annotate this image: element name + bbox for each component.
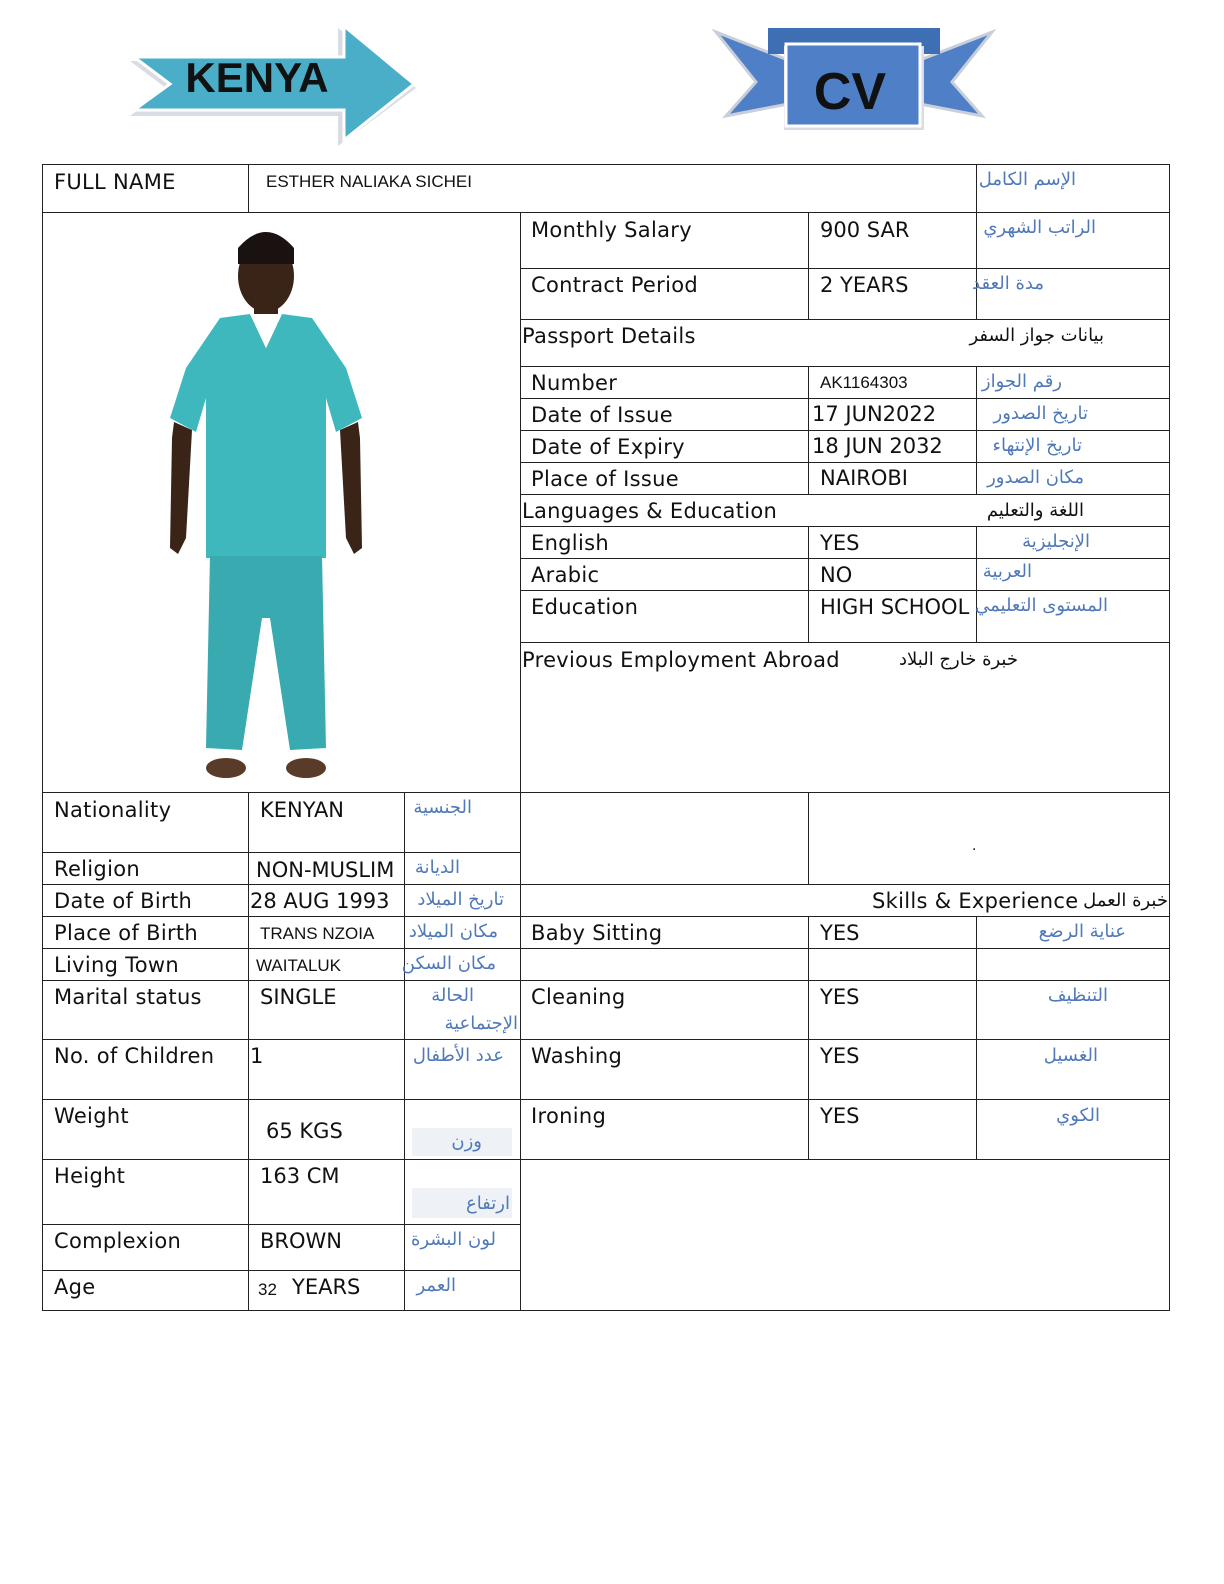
age-label: Age	[54, 1275, 96, 1299]
country-title: KENYA	[185, 54, 329, 101]
religion-arabic: الديانة	[414, 857, 460, 878]
salary-value: 900 SAR	[820, 218, 910, 242]
height-arabic: ارتفاع	[465, 1193, 510, 1214]
place-of-issue-label: Place of Issue	[531, 467, 679, 491]
english-label: English	[531, 531, 609, 555]
candidate-photo	[150, 218, 382, 786]
ironing-value: YES	[820, 1104, 860, 1128]
washing-value: YES	[820, 1044, 860, 1068]
nationality-arabic: الجنسية	[413, 797, 472, 818]
education-label: Education	[531, 595, 639, 619]
passport-number-value: AK1164303	[820, 373, 908, 392]
languages-section-title: Languages & Education	[522, 499, 778, 523]
cleaning-value: YES	[820, 985, 860, 1009]
education-arabic: المستوى التعليمي	[975, 595, 1108, 616]
contract-arabic: مدة العقد	[972, 273, 1044, 294]
salary-arabic: الراتب الشهري	[983, 217, 1096, 238]
age-number: 32	[258, 1280, 277, 1299]
previous-employment-title: Previous Employment Abroad	[522, 648, 840, 672]
contract-value: 2 YEARS	[820, 273, 909, 297]
height-label: Height	[54, 1164, 126, 1188]
height-value: 163 CM	[260, 1164, 340, 1188]
weight-label: Weight	[54, 1104, 129, 1128]
religion-label: Religion	[54, 857, 140, 881]
complexion-arabic: لون البشرة	[410, 1229, 496, 1250]
stray-dot: .	[972, 838, 977, 854]
dob-arabic: تاريخ الميلاد	[417, 889, 504, 910]
weight-arabic-box	[412, 1128, 512, 1156]
issue-date-value: 17 JUN2022	[812, 402, 937, 426]
weight-value: 65 KGS	[266, 1119, 343, 1143]
issue-date-arabic: تاريخ الصدور	[993, 403, 1088, 424]
age-unit: YEARS	[292, 1275, 361, 1299]
previous-employment-arabic: خبرة خارج البلاد	[899, 649, 1018, 670]
dob-value: 28 AUG 1993	[250, 889, 390, 913]
marital-arabic-2: الإجتماعية	[444, 1013, 518, 1034]
washing-label: Washing	[531, 1044, 623, 1068]
issue-date-label: Date of Issue	[531, 403, 673, 427]
ironing-arabic: الكوي	[1056, 1105, 1100, 1126]
town-arabic: مكان السكن	[401, 953, 496, 974]
english-value: YES	[820, 531, 860, 555]
arabic-value: NO	[820, 563, 853, 587]
arabic-label: Arabic	[531, 563, 600, 587]
cleaning-label: Cleaning	[531, 985, 626, 1009]
age-arabic: العمر	[416, 1275, 456, 1296]
salary-label: Monthly Salary	[531, 218, 692, 242]
pob-label: Place of Birth	[54, 921, 199, 945]
contract-label: Contract Period	[531, 273, 698, 297]
complexion-label: Complexion	[54, 1229, 182, 1253]
religion-value: NON-MUSLIM	[256, 858, 395, 882]
complexion-value: BROWN	[260, 1229, 343, 1253]
dob-label: Date of Birth	[54, 889, 193, 913]
marital-label: Marital status	[54, 985, 202, 1009]
full-name-arabic: الإسم الكامل	[978, 169, 1076, 190]
town-value: WAITALUK	[256, 956, 342, 975]
height-arabic-box	[412, 1188, 512, 1218]
place-of-issue-arabic: مكان الصدور	[987, 467, 1084, 488]
children-label: No. of Children	[54, 1044, 215, 1068]
children-arabic: عدد الأطفال	[412, 1045, 504, 1066]
pob-value: TRANS NZOIA	[260, 924, 375, 943]
nationality-value: KENYAN	[260, 798, 345, 822]
ironing-label: Ironing	[531, 1104, 607, 1128]
arabic-arabic: العربية	[982, 561, 1032, 582]
skills-section-title: Skills & Experience	[872, 889, 1079, 913]
english-arabic: الإنجليزية	[1022, 531, 1090, 552]
expiry-date-label: Date of Expiry	[531, 435, 685, 459]
full-name-label: FULL NAME	[54, 170, 176, 194]
baby-sitting-arabic: عناية الرضع	[1038, 921, 1126, 942]
passport-section-title: Passport Details	[522, 324, 696, 348]
cv-title: CV	[813, 63, 887, 121]
children-value: 1	[250, 1044, 264, 1068]
pob-arabic: مكان الميلاد	[408, 921, 498, 942]
baby-sitting-value: YES	[820, 921, 860, 945]
expiry-date-arabic: تاريخ الإنتهاء	[992, 435, 1082, 456]
full-name-value: ESTHER NALIAKA SICHEI	[266, 172, 472, 191]
education-value: HIGH SCHOOL	[820, 595, 970, 619]
passport-section-arabic: بيانات جواز السفر	[969, 325, 1104, 346]
skills-section-arabic: خبرة العمل	[1083, 890, 1168, 911]
nationality-label: Nationality	[54, 798, 172, 822]
weight-arabic: وزن	[451, 1131, 482, 1152]
passport-number-arabic: رقم الجواز	[981, 371, 1062, 392]
washing-arabic: الغسيل	[1043, 1045, 1098, 1066]
languages-section-arabic: اللغة والتعليم	[986, 500, 1084, 521]
baby-sitting-label: Baby Sitting	[531, 921, 663, 945]
passport-number-label: Number	[531, 371, 618, 395]
place-of-issue-value: NAIROBI	[820, 466, 908, 490]
cleaning-arabic: التنظيف	[1047, 985, 1108, 1006]
marital-arabic-1: الحالة	[431, 985, 474, 1006]
expiry-date-value: 18 JUN 2032	[812, 434, 943, 458]
marital-value: SINGLE	[260, 985, 337, 1009]
town-label: Living Town	[54, 953, 180, 977]
